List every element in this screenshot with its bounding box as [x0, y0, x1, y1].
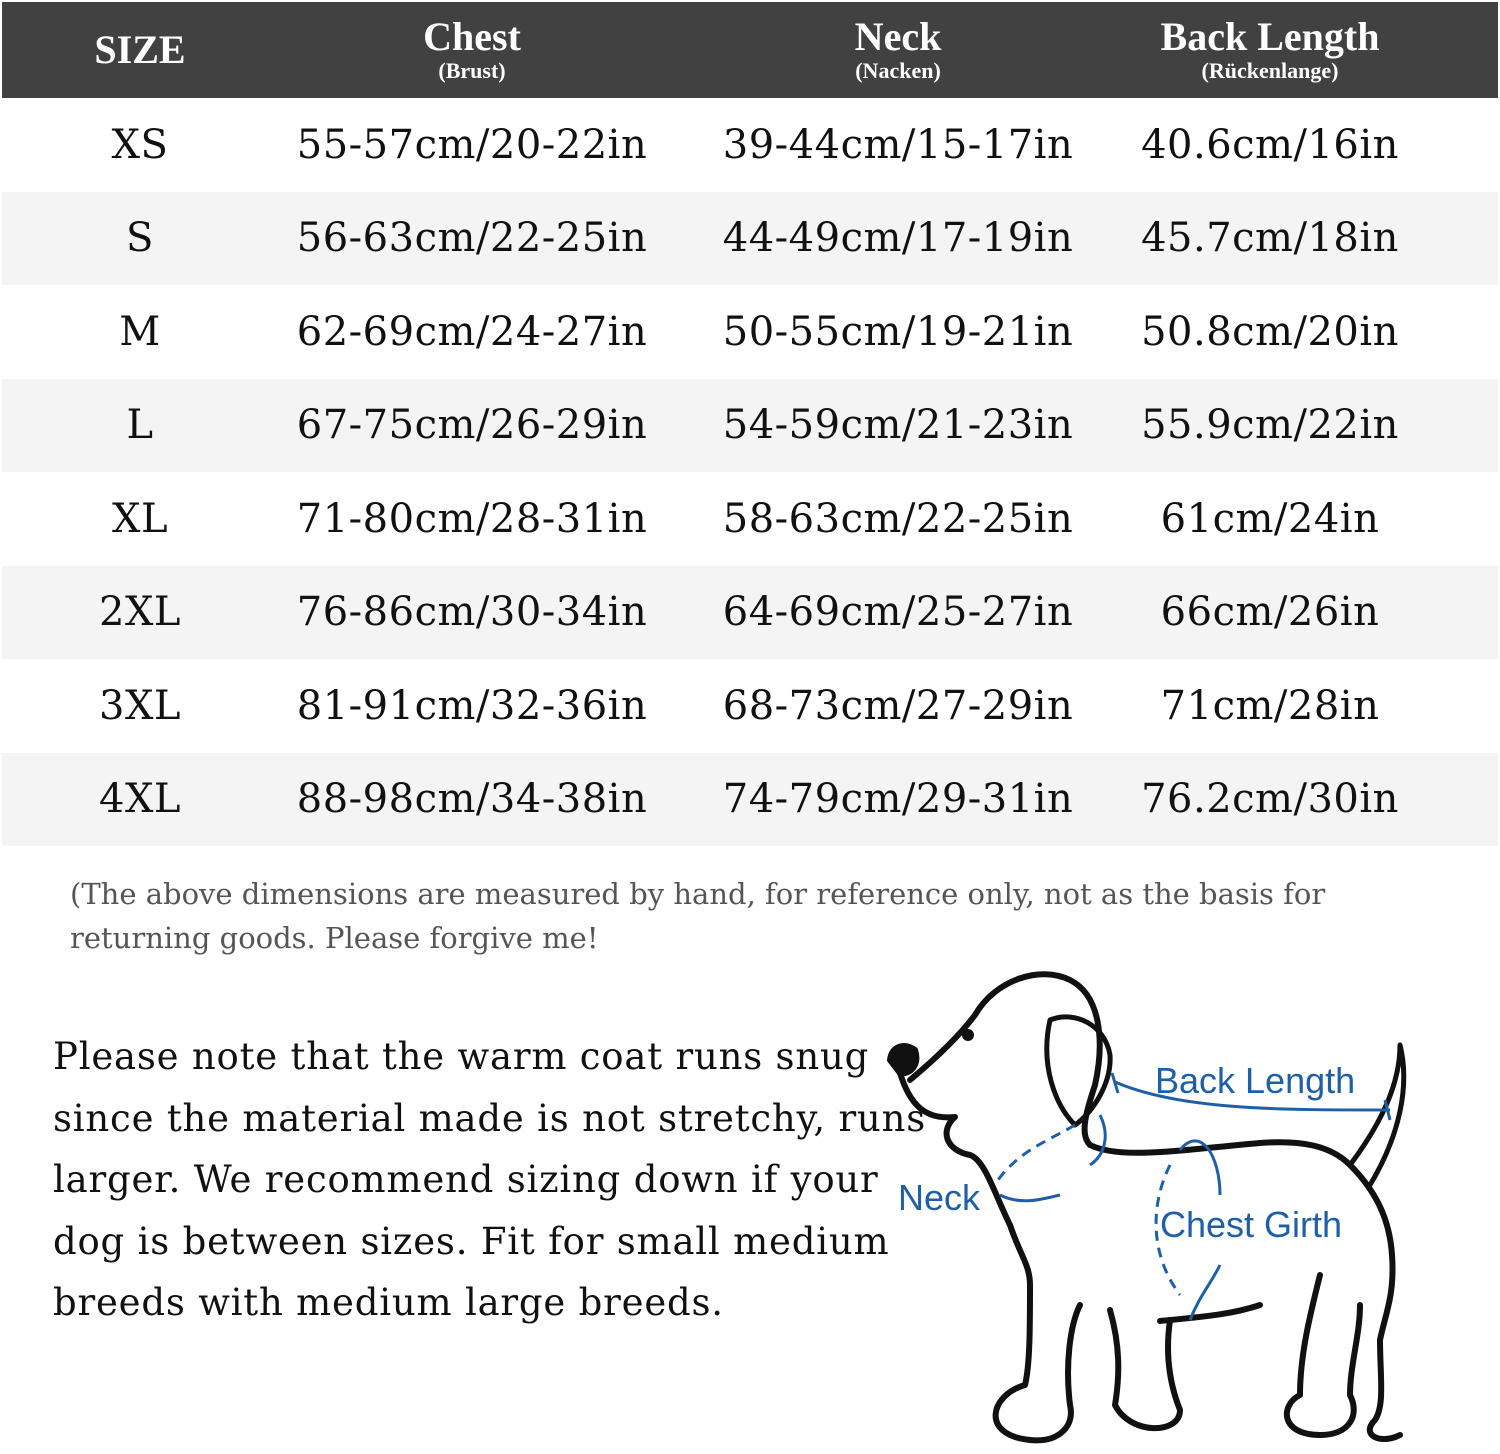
header-subtitle: (Rückenlange)	[1201, 58, 1339, 83]
chest-cell: 56-63cm/22-25in	[296, 215, 648, 262]
size-cell: XS	[111, 121, 169, 168]
chest-girth-label: Chest Girth	[1160, 1204, 1343, 1245]
chest-cell: 88-98cm/34-38in	[296, 776, 648, 823]
back-length-cell: 55.9cm/22in	[1141, 402, 1399, 449]
table-header	[2, 2, 1498, 98]
dog-measurement-diagram	[880, 965, 1480, 1450]
back-length-label: Back Length	[1155, 1060, 1356, 1101]
header-title: Back Length	[1160, 14, 1380, 59]
back-length-cell: 71cm/28in	[1160, 682, 1380, 729]
table-row	[2, 659, 1498, 753]
header-subtitle: (Nacken)	[855, 58, 941, 83]
fit-description: Please note that the warm coat runs snug since the material made is not stretchy, runs larger. We recommend sizing down if your dog is between sizes. Fit for small medium breeds with medium large breeds.	[53, 1035, 926, 1324]
neck-cell: 68-73cm/27-29in	[722, 682, 1074, 729]
chest-cell: 76-86cm/30-34in	[296, 589, 648, 636]
back-length-cell: 66cm/26in	[1160, 589, 1380, 636]
header-title: Chest	[423, 14, 521, 59]
back-length-cell: 40.6cm/16in	[1141, 121, 1399, 168]
header-neck	[855, 2, 942, 98]
chest-cell: 67-75cm/26-29in	[296, 402, 648, 449]
chest-cell: 55-57cm/20-22in	[296, 121, 648, 168]
neck-label: Neck	[898, 1177, 981, 1218]
header-chest	[423, 2, 521, 98]
size-cell: S	[126, 215, 154, 262]
size-cell: XL	[111, 495, 169, 542]
table-row	[2, 753, 1498, 847]
neck-cell: 44-49cm/17-19in	[722, 215, 1074, 262]
neck-cell: 58-63cm/22-25in	[722, 495, 1074, 542]
table-row	[2, 285, 1498, 379]
size-cell: L	[126, 402, 154, 449]
header-back-length	[1161, 2, 1380, 98]
header-subtitle: (Brust)	[438, 58, 506, 83]
chest-cell: 71-80cm/28-31in	[296, 495, 648, 542]
back-length-cell: 45.7cm/18in	[1141, 215, 1399, 262]
size-cell: 2XL	[99, 589, 181, 636]
header-title: Neck	[854, 14, 942, 59]
neck-cell: 39-44cm/15-17in	[722, 121, 1074, 168]
neck-cell: 50-55cm/19-21in	[722, 308, 1074, 355]
neck-cell: 64-69cm/25-27in	[722, 589, 1074, 636]
size-cell: 4XL	[99, 776, 181, 823]
size-cell: M	[119, 308, 161, 355]
chest-cell: 62-69cm/24-27in	[296, 308, 648, 355]
header-title: SIZE	[94, 27, 186, 72]
table-row	[2, 98, 1498, 192]
back-length-cell: 50.8cm/20in	[1141, 308, 1399, 355]
neck-cell: 74-79cm/29-31in	[722, 776, 1074, 823]
measurement-disclaimer: (The above dimensions are measured by hand, for reference only, not as the basis for returning goods. Please forgive me!	[70, 877, 1326, 955]
back-length-cell: 61cm/24in	[1160, 495, 1380, 542]
chest-cell: 81-91cm/32-36in	[296, 682, 648, 729]
measurement-lines-icon	[998, 1073, 1390, 1320]
back-length-cell: 76.2cm/30in	[1141, 776, 1399, 823]
table-row	[2, 379, 1498, 473]
table-row	[2, 472, 1498, 566]
dog-eye-icon	[962, 1029, 974, 1041]
size-cell: 3XL	[99, 682, 181, 729]
table-row	[2, 192, 1498, 286]
table-row	[2, 566, 1498, 660]
header-size	[94, 2, 185, 98]
size-chart-table	[2, 2, 1498, 846]
neck-cell: 54-59cm/21-23in	[722, 402, 1074, 449]
